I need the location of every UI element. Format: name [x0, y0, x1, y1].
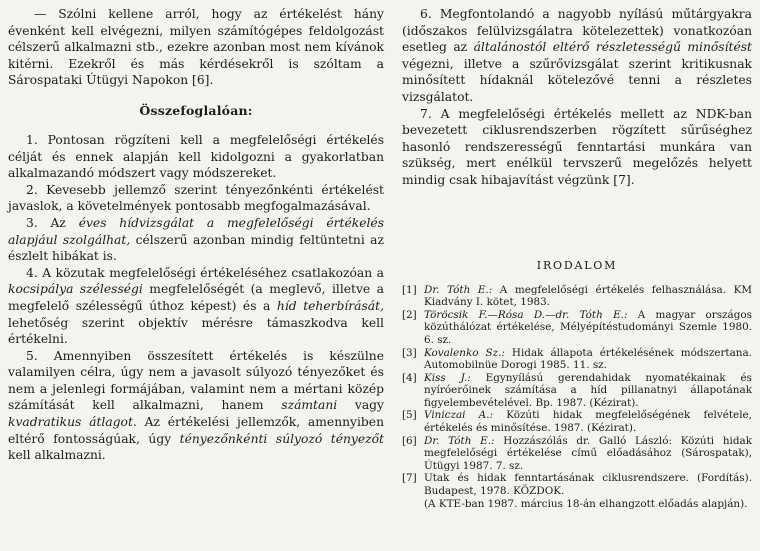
bibliography-title: IRODALOM	[536, 258, 618, 272]
reference-item: [3] Kovalenko Sz.: Hidak állapota értékelésének módszertana. Automobilnüe Dorogi 1985. 11. sz.	[402, 346, 752, 372]
reference-item: [1] Dr. Tóth E.: A megfelelőségi értékelés felhasználása. KM Kiadvány I. kötet, 1983.	[402, 283, 753, 309]
reference-item: [7] Utak és hidak fenntartásának ciklusrendszere. (Fordítás). Budapest, 1978. KÖZDOK.	[402, 472, 752, 498]
summary-heading: Összefoglalóan:	[139, 102, 253, 118]
summary-point-2: 2. Kevesebb jellemző szerint tényezőnkénti értékelést javaslok, a követelmények pontosabb megfogalmazásával.	[8, 182, 384, 214]
summary-point-5: 5. Amennyiben összesített értékelés is készülne valamilyen célra, úgy nem a javasolt súlyozó tényezőket és nem a jelenlegi formájában, valamint nem a mértani közép számítását kell alkalmazni, hanem számtani vagy kvadratikus átlagot. Az értékelési jellemzők, amennyiben eltérő fontosságúak, úgy tényezőnkénti súlyozó tényezőt kell alkalmazni.	[8, 348, 384, 463]
summary-point-7: 7. A megfelelőségi értékelés mellett az NDK-ban bevezetett ciklusrendszerben rögzített sűrűséghez hasonló rendszerességű fenntartási munkára van szükség, mert enélkül tervszerű megelőzés helyett mindig csak hibajavítást végzünk [7].	[402, 106, 752, 187]
summary-point-1: 1. Pontosan rögzíteni kell a megfelelőségi értékelés célját és ennek alapján kell kidolgozni a gyakorlatban alkalmazandó módszert vagy módszereket.	[8, 132, 384, 181]
summary-point-4: 4. A közutak megfelelőségi értékeléséhez csatlakozóan a kocsipálya szélességi megfelelőségét (a meglevő, illetve a megfelelő szélességű úthoz képest) és a híd teherbírását, lehetőség szerint objektív mérésre támaszkodva kell értékelni.	[8, 265, 384, 347]
lecture-note: (A KTE-ban 1987. március 18-án elhangzott előadás alapján).	[424, 497, 748, 510]
summary-point-3: 3. Az éves hídvizsgálat a megfelelőségi értékelés alapjául szolgálhat, célszerű azonban mindig feltüntetni az észlelt hibákat is.	[8, 215, 384, 264]
left-column	[8, 6, 384, 464]
reference-item: [4] Kiss J.: Egynyílású gerendahidak nyomatékainak és nyíróerőinek számítása a híd pillanatnyi állapotának figyelembevételével. Bp. 1987. (Kézirat).	[402, 371, 752, 409]
reference-item: [2] Töröcsik F.—Rósa D.—dr. Tóth E.: A magyar országos közúthálózat értékelése, Mélyépítéstudományi Szemle 1980. 6. sz.	[402, 308, 752, 346]
intro-paragraph: — Szólni kellene arról, hogy az értékelést hány évenként kell elvégezni, milyen számítógépes feldolgozást célszerű alkalmazni stb., ezekre azonban most nem kívánok kitérni. Ezekről és más kérdésekről is szóltam a Sárospataki Útügyi Napokon [6].	[8, 7, 384, 88]
summary-point-6: 6. Megfontolandó a nagyobb nyílású műtárgyakra (időszakos felülvizsgálatra kötelezettek) vonatkozóan esetleg az általánostól eltérő részletességű minősítést végezni, illetve a szűrővizsgálat szerint kritikusnak minősített hídaknál kötelezővé tenni a részletes vizsgálatot.	[402, 7, 752, 104]
reference-list	[402, 284, 752, 498]
reference-item: [6] Dr. Tóth E.: Hozzászólás dr. Galló László: Közúti hidak megfelelőségi értékelése című előadásához (Sárospatak), Útügyi 1987. 7. sz.	[402, 434, 752, 472]
reference-item: [5] Viniczai A.: Közúti hidak megfelelőségének felvétele, értékelés és minősítése. 1987. (Kézirat).	[402, 409, 752, 435]
right-column	[402, 6, 752, 510]
